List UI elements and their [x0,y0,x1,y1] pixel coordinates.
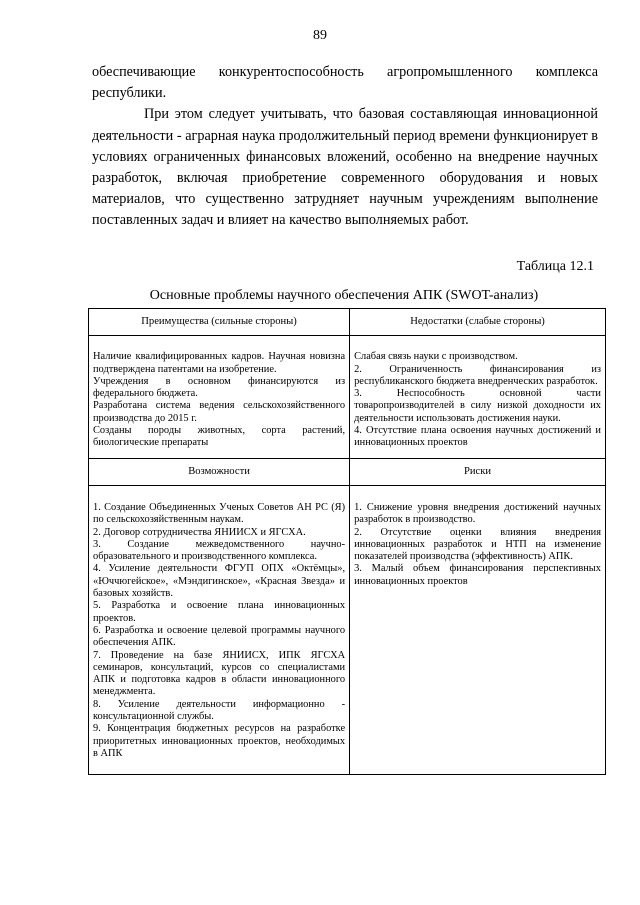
list-item: 1. Снижение уровня внедрения достижений научных разработок в производство. [354,501,601,526]
table-header-row [89,458,606,485]
paragraph-1: обеспечивающие конкурентоспособность агропромышленного комплекса республики. [92,64,598,102]
list-item: 7. Проведение на базе ЯНИИСХ, ИПК ЯГСХА семинаров, консультаций, курсов со специалистами АПК и подготовка кадров в области инновационного менеджмента. [93,649,346,698]
list-item: Созданы породы животных, сорта растений, биологические препараты [93,425,346,449]
list-item: 1. Создание Объединенных Ученых Советов АН РС (Я) по сельскохозяйственным наукам. [93,501,346,526]
table-row [89,336,606,458]
list-item: 2. Ограниченность финансирования из республиканского бюджета внедренческих разработок. [354,363,601,387]
list-item: 5. Разработка и освоение плана инновационных проектов. [93,600,346,624]
threats-cell [350,485,606,774]
list-item: 2. Отсутствие оценки влияния внедрения инновационных разработок и НТП на изменение показателей производства (эффективность) АПК. [354,526,601,563]
list-item: 3. Малый объем финансирования перспективных инновационных проектов [354,563,601,587]
page-number: 89 [313,28,327,43]
weaknesses-cell [350,336,606,458]
list-item: 3. Создание межведомственного научно-образовательного и производственного комплекса. [93,538,346,563]
strengths-header: Преимущества (сильные стороны) [89,309,350,336]
list-item: 2. Договор сотрудничества ЯНИИСХ и ЯГСХА. [93,526,306,538]
list-item: Слабая связь науки с производством. [354,351,518,363]
paragraph-2: При этом следует учитывать, что базовая составляющая инновационной деятельности - аграрная наука продолжительный период времени функционирует в условиях ограниченных финансовых вложений, особенно на внедрение научных разработок, включая приобретение современного оборудования и новых материалов, что существенно затрудняет научным учреждениям выполнение поставленных задач и влияет на качество выполняемых работ. [92,106,598,229]
body-text [92,62,598,232]
threats-header: Риски [350,458,606,485]
table-row [89,485,606,774]
opportunities-cell [89,485,350,774]
list-item: Учреждения в основном финансируются из федерального бюджета. [93,375,346,400]
opportunities-header: Возможности [89,458,350,485]
list-item: 3. Неспособность основной части товаропроизводителей в силу низкой доходности их деятельности использовать достижения науки. [354,388,601,424]
list-item: 4. Отсутствие плана освоения научных достижений и инновационных проектов [354,425,601,449]
table-number: Таблица 12.1 [516,259,594,274]
strengths-cell [89,336,350,458]
list-item: Разработана система ведения сельскохозяйственного производства до 2015 г. [93,400,346,424]
list-item: 9. Концентрация бюджетных ресурсов на разработке приоритетных инновационных проектов, необходимых в АПК [93,723,346,759]
list-item: 6. Разработка и освоение целевой программы научного обеспечения АПК. [93,624,346,649]
table-header-row [89,309,606,336]
weaknesses-header: Недостатки (слабые стороны) [350,309,606,336]
swot-table [88,308,606,775]
list-item: Наличие квалифицированных кадров. Научная новизна подтверждена патентами на изобретение. [93,351,346,375]
list-item: 8. Усиление деятельности информационно - консультационной службы. [93,698,346,723]
list-item: 4. Усиление деятельности ФГУП ОПХ «Октёмцы», «Юччюгейское», «Мэндигинское», «Красная Звезда» и базовых хозяйств. [93,563,346,600]
table-title: Основные проблемы научного обеспечения АПК (SWOT-анализ) [149,288,539,303]
